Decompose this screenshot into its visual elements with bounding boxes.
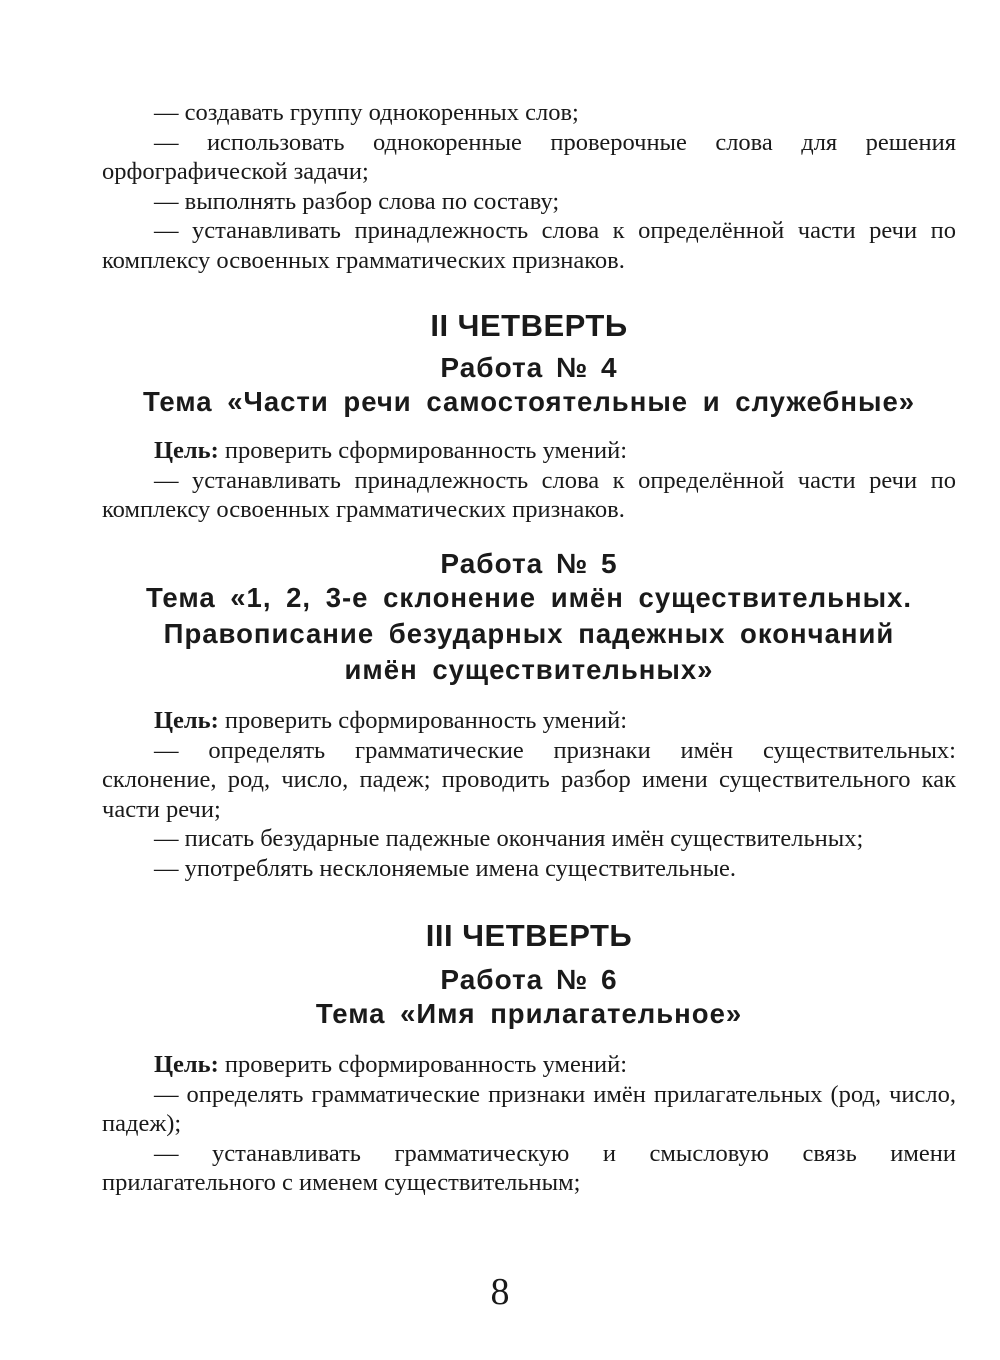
work-6-goal xyxy=(102,1050,956,1198)
page-number: 8 xyxy=(490,1271,510,1313)
work-6-theme: Тема «Имя прилагательное» xyxy=(315,998,743,1029)
page-content xyxy=(102,98,956,1198)
goal-item: — определять грамматические признаки имён существительных: склонение, род, число, падеж; проводить разбор имени существительного как части речи; xyxy=(102,736,956,823)
goal-text: проверить сформированность умений: xyxy=(224,437,628,464)
work-5-goal xyxy=(102,706,956,883)
goal-item: — определять грамматические признаки имён прилагательных (род, число, падеж); xyxy=(102,1080,956,1137)
work-5-heading: Работа № 5 xyxy=(440,547,618,579)
intro-item: — использовать однокоренные проверочные слова для решения орфографической задачи; xyxy=(102,128,956,185)
quarter-3-heading: III ЧЕТВЕРТЬ xyxy=(425,918,633,953)
intro-item: — создавать группу однокоренных слов; xyxy=(154,99,579,126)
goal-line xyxy=(102,1050,956,1080)
goal-label: Цель: xyxy=(154,437,219,464)
work-5-theme xyxy=(102,580,956,688)
goal-line xyxy=(102,706,956,736)
intro-item: — выполнять разбор слова по составу; xyxy=(154,187,560,215)
goal-item: — писать безударные падежные окончания имён существительных; xyxy=(154,825,864,852)
goal-item: — устанавливать принадлежность слова к определённой части речи по комплексу освоенных грамматических признаков. xyxy=(102,466,956,523)
goal-item: — употреблять несклоняемые имена существительные. xyxy=(154,854,737,882)
quarter-2-heading: II ЧЕТВЕРТЬ xyxy=(430,308,628,343)
work-4-heading: Работа № 4 xyxy=(440,351,618,383)
goal-text: проверить сформированность умений: xyxy=(224,707,628,734)
work-4-theme: Тема «Части речи самостоятельные и служебные» xyxy=(142,386,916,417)
intro-list xyxy=(102,98,956,275)
goal-text: проверить сформированность умений: xyxy=(224,1051,628,1078)
work-5-theme-line: Тема «1, 2, 3-е склонение имён существительных. xyxy=(145,582,912,613)
goal-label: Цель: xyxy=(154,707,219,734)
work-5-theme-line: Правописание безударных падежных окончаний xyxy=(163,618,895,649)
intro-item: — устанавливать принадлежность слова к определённой части речи по комплексу освоенных грамматических признаков. xyxy=(102,217,956,274)
work-6-heading: Работа № 6 xyxy=(440,963,618,995)
goal-label: Цель: xyxy=(154,1051,219,1078)
work-5-theme-line: имён существительных» xyxy=(344,654,714,685)
goal-item: — устанавливать грамматическую и смысловую связь имени прилагательного с именем существительным; xyxy=(102,1139,956,1196)
goal-line xyxy=(102,436,956,466)
work-4-goal xyxy=(102,436,956,525)
